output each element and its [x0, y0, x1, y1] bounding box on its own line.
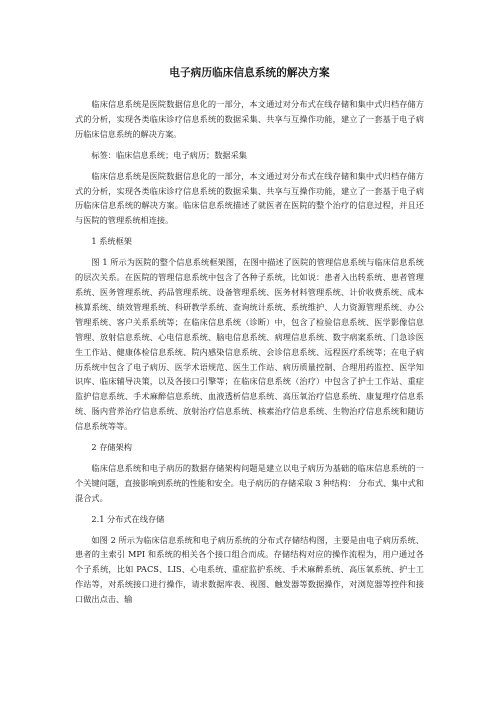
body-paragraph: 临床信息系统和电子病历的数据存储架构问题是建立以电子病历为基础的临床信息系统的一个关键问题，直接影响到系统的性能和安全。电子病历的存储采取 3 种结构： 分布式、集中式和混合式。	[75, 462, 424, 503]
body-paragraph: 图 1 所示为医院的整个信息系统框架图，在图中描述了医院的管理信息系统与临床信息系统的层次关系。在医院的管理信息系统中包含了各种子系统，比如说：患者入出转系统、患者管理系统、医务管理系统、药品管理系统、设备管理系统、医务材料管理系统、计价收费系统、成本核算系统、绩效管理系统、科研教学系统、查询统计系统、系统维护、人力资源管理系统、办公管理系统、客户关系系统等；在临床信息系统（诊断）中，包含了检验信息系统、医学影像信息管理、放射信息系统、心电信息系统、脑电信息系统、病理信息系统、数字病案系统、门急诊医生工作站、健康体检信息系统、院内感染信息系统、会诊信息系统、远程医疗系统等；在电子病历系统中包含了电子病历、医学术语规范、医生工作站、病历质量控制、合理用药监控、医学知识库、临床辅导决策，以及各接口引擎等；在临床信息系统（治疗）中包含了护士工作站、重症监护信息系统、手术麻醉信息系统、血液透析信息系统、高压氧治疗信息系统、康复理疗信息系统、肠内营养治疗信息系统、放射治疗信息系统、核素治疗信息系统、生物治疗信息系统和随访信息系统等等。	[75, 257, 424, 432]
body-paragraph: 如图 2 所示为临床信息系统和电子病历系统的分布式存储结构图，主要是由电子病历系统、患者的主索引 MPI 和系统的相关各个接口组合而成。存储结构对应的操作流程为，用户通过各个子系统，比如 PACS、LIS、心电系统、重症监护系统、手术麻醉系统、高压氧系统、护士工作站等，对系统接口进行操作，请求数据库表、视图、触发器等数据操作，对浏览器等控件和接口做出点击、输	[75, 534, 424, 605]
body-paragraph: 临床信息系统是医院数据信息化的一部分，本文通过对分布式在线存储和集中式归档存储方式的分析，实现各类临床诊疗信息系统的数据采集、共享与互操作功能，建立了一套基于电子病历临床信息系统的解决方案。	[75, 99, 424, 139]
body-paragraph: 标签：临床信息系统；电子病历；数据采集	[91, 149, 247, 160]
document-body	[75, 97, 424, 607]
document-title: 电子病历临床信息系统的解决方案	[169, 67, 330, 79]
section-heading: 2.1 分布式在线存储	[91, 513, 165, 524]
section-heading: 2 存储架构	[91, 442, 132, 453]
section-heading: 1 系统框架	[91, 236, 132, 247]
body-paragraph: 临床信息系统是医院数据信息化的一部分，本文通过对分布式在线存储和集中式归档存储方式的分析，实现各类临床诊疗信息系统的数据采集、共享与互操作功能，建立了一套基于电子病历临床信息系统的解决方案。临床信息系统描述了就医者在医院的整个治疗的信息过程，并且还与医院的管理系统相连接。	[75, 170, 424, 226]
